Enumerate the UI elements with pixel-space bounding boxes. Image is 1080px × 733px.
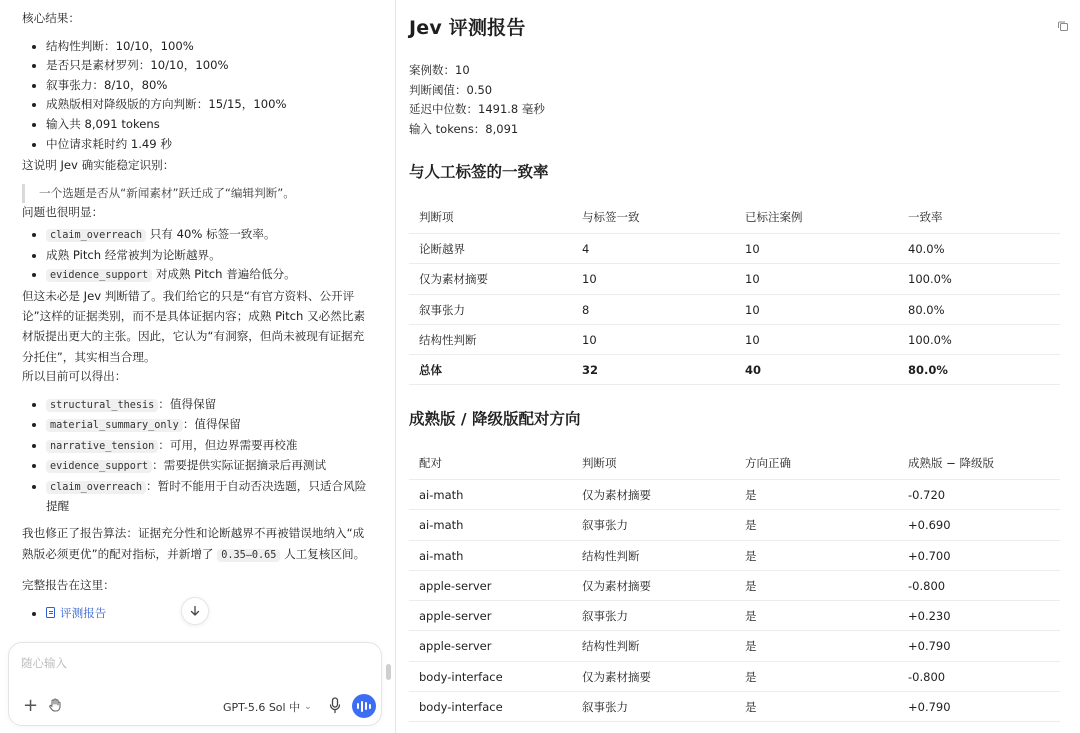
table-cell: 叙事张力 (582, 609, 628, 624)
waveform-icon (357, 703, 359, 709)
core-results-list (22, 37, 374, 155)
table-cell: 是 (745, 518, 757, 533)
list-item: 成熟版相对降级版的方向判断：15/15，100% (22, 95, 374, 115)
table-cell: ai-math (419, 548, 464, 563)
table-cell: 是 (745, 669, 757, 684)
table-row (409, 264, 1060, 294)
table-cell: -0.720 (908, 488, 946, 502)
table-cell: apple-server (419, 639, 492, 654)
list-item-text: ：暂时不能用于自动否决选题，只适合风险提醒 (46, 478, 367, 514)
list-item (22, 265, 374, 286)
model-label: GPT-5.6 Sol 中 (223, 701, 301, 714)
table-cell: 8 (582, 302, 590, 317)
copy-icon[interactable] (1057, 20, 1069, 32)
resize-handle[interactable] (386, 664, 391, 680)
table-cell: ai-math (419, 488, 464, 502)
list-item-text: ：值得保留 (158, 396, 217, 411)
table-cell: 32 (582, 363, 599, 378)
chevron-down-icon: ⌄ (304, 702, 312, 712)
composer (8, 642, 382, 726)
table-header-row (409, 201, 1060, 234)
table-row (409, 662, 1060, 692)
table-row (409, 355, 1060, 385)
core-results-heading: 核心结果： (22, 11, 80, 25)
pairs-section-title: 成熟版 / 降级版配对方向 (409, 410, 581, 428)
table-cell: +0.700 (908, 548, 951, 563)
inline-code: evidence_support (46, 460, 152, 473)
list-item: 中位请求耗时约 1.49 秒 (22, 135, 374, 155)
table-cell: 总体 (419, 363, 442, 378)
list-item: 结构性判断：10/10，100% (22, 37, 374, 57)
chat-message (22, 0, 374, 642)
list-item-text: 成熟 Pitch 经常被判为论断越界。 (46, 247, 221, 262)
explanation-paragraph: 但这未必是 Jev 判断错了。我们给它的只是“有官方资料、公开评论”这样的证据类别，而不是具体证据内容；成熟 Pitch 又必然比素材版提出更大的主张。因此，它认为“有洞察，但尚未被现有证据充分托住”，其实相当合理。 (22, 288, 366, 364)
inline-code: 0.35–0.65 (217, 549, 280, 562)
inline-code: structural_thesis (46, 399, 158, 412)
table-cell: 80.0% (908, 302, 945, 317)
table-cell: -0.800 (908, 669, 946, 684)
list-item-text: ：值得保留 (182, 417, 241, 432)
table-cell: 100.0% (908, 272, 952, 287)
table-cell: 是 (745, 609, 757, 624)
list-item-text: 对成熟 Pitch 普遍给低分。 (152, 267, 296, 282)
column-header: 成熟版 − 降级版 (908, 456, 994, 470)
fix-paragraph (22, 523, 374, 566)
list-item: 叙事张力：8/10，80% (22, 76, 374, 96)
table-row (409, 234, 1060, 264)
inline-code: claim_overreach (46, 229, 146, 242)
column-header: 与标签一致 (582, 210, 640, 224)
table-header-row (409, 447, 1060, 480)
table-row (409, 601, 1060, 631)
column-header: 判断项 (419, 210, 454, 224)
list-item-text: 只有 40% 标签一致率。 (146, 226, 276, 241)
table-cell: 仅为素材摘要 (582, 488, 651, 502)
table-cell: 10 (745, 242, 760, 256)
scroll-down-button[interactable] (181, 597, 209, 625)
meta-tokens: 输入 tokens：8,091 (409, 122, 519, 136)
fix-text: 我也修正了报告算法：证据充分性和论断越界不再被错误地纳入“成熟版必须更优”的配对指标，并新增了 (22, 526, 365, 561)
table-cell: +0.790 (908, 639, 951, 654)
column-header: 方向正确 (745, 456, 791, 470)
blockquote: 一个选题是否从“新闻素材”跃迁成了“编辑判断”。 (22, 184, 374, 204)
plus-icon[interactable]: + (23, 695, 39, 716)
table-cell: 是 (745, 700, 757, 715)
table-cell: +0.230 (908, 609, 951, 624)
voice-mode-button[interactable] (352, 694, 376, 718)
table-row (409, 541, 1060, 571)
chat-pane (0, 0, 395, 733)
table-cell: 论断越界 (419, 242, 465, 256)
inline-code: claim_overreach (46, 481, 146, 494)
inline-code: narrative_tension (46, 440, 158, 453)
column-header: 一致率 (908, 210, 943, 224)
agreement-section-title: 与人工标签的一致率 (409, 163, 549, 181)
fix-text: 人工复核区间。 (280, 546, 366, 561)
meta-cases: 案例数：10 (409, 63, 470, 77)
table-cell: 仅为素材摘要 (582, 669, 651, 684)
table-row (409, 510, 1060, 540)
table-cell: 10 (745, 332, 760, 347)
report-link[interactable] (46, 606, 106, 620)
conclusion-heading: 所以目前可以得出： (22, 368, 127, 383)
list-item: 输入共 8,091 tokens (22, 115, 374, 135)
table-cell: 叙事张力 (582, 700, 628, 715)
inline-code: material_summary_only (46, 419, 183, 432)
table-cell: 80.0% (908, 363, 948, 378)
table-cell: 结构性判断 (582, 639, 640, 654)
table-cell: 结构性判断 (419, 332, 477, 347)
table-row (409, 692, 1060, 722)
table-cell: 10 (745, 272, 760, 287)
table-cell: 仅为素材摘要 (582, 578, 651, 593)
table-cell: 10 (582, 332, 597, 347)
table-cell: 100.0% (908, 332, 952, 347)
stable-intro: 这说明 Jev 确实能稳定识别： (22, 158, 175, 173)
message-input[interactable]: 随心输入 (21, 656, 67, 670)
table-cell: 40.0% (908, 242, 945, 256)
list-item: 是否只是素材罗列：10/10，100% (22, 56, 374, 76)
table-cell: +0.690 (908, 518, 951, 533)
column-header: 配对 (419, 456, 442, 470)
list-item-text: ：可用，但边界需要再校准 (158, 437, 298, 452)
full-report-heading: 完整报告在这里： (22, 578, 115, 593)
report-title: Jev 评测报告 (409, 17, 526, 39)
pairs-table (409, 447, 1060, 722)
agreement-table (409, 201, 1060, 385)
waveform-icon (369, 704, 371, 709)
meta-latency: 延迟中位数：1491.8 毫秒 (409, 102, 545, 116)
table-row (409, 631, 1060, 661)
table-cell: 4 (582, 242, 590, 256)
table-cell: 40 (745, 363, 762, 378)
column-header: 判断项 (582, 456, 617, 470)
table-cell: 10 (582, 272, 597, 287)
table-cell: 叙事张力 (582, 518, 628, 533)
hand-icon[interactable] (49, 698, 61, 716)
waveform-icon (365, 702, 367, 710)
problems-list (22, 225, 374, 286)
table-cell: -0.800 (908, 578, 946, 593)
table-cell: body-interface (419, 669, 503, 684)
column-header: 已标注案例 (745, 210, 803, 224)
problems-heading: 问题也很明显： (22, 205, 104, 220)
table-cell: 叙事张力 (419, 302, 465, 317)
meta-threshold: 判断阈值：0.50 (409, 83, 493, 97)
table-cell: ai-math (419, 518, 464, 533)
table-row (409, 325, 1060, 355)
arrow-down-icon (189, 605, 201, 617)
list-item (22, 225, 374, 246)
table-row (409, 480, 1060, 510)
table-cell: 仅为素材摘要 (419, 272, 488, 287)
table-cell: 结构性判断 (582, 548, 640, 563)
model-select[interactable] (223, 699, 312, 715)
list-item (22, 436, 374, 457)
table-cell: apple-server (419, 609, 492, 624)
table-cell: 是 (745, 488, 757, 502)
report-link-label: 评测报告 (60, 605, 107, 620)
list-item (22, 246, 374, 266)
list-item (22, 395, 374, 416)
document-icon (46, 607, 55, 618)
table-row (409, 571, 1060, 601)
list-item (22, 477, 374, 517)
table-cell: body-interface (419, 700, 503, 715)
list-item (22, 415, 374, 436)
microphone-icon[interactable] (328, 697, 342, 715)
table-cell: +0.790 (908, 700, 951, 715)
conclusions-list (22, 395, 374, 518)
table-cell: 是 (745, 639, 757, 654)
list-item (22, 456, 374, 477)
table-cell: 是 (745, 548, 757, 563)
waveform-icon (361, 701, 363, 712)
table-cell: 10 (745, 302, 760, 317)
report-pane (396, 0, 1080, 733)
table-cell: apple-server (419, 578, 492, 593)
inline-code: evidence_support (46, 269, 152, 282)
table-cell: 是 (745, 578, 757, 593)
list-item-text: ：需要提供实际证据摘录后再测试 (152, 458, 327, 473)
table-row (409, 295, 1060, 325)
